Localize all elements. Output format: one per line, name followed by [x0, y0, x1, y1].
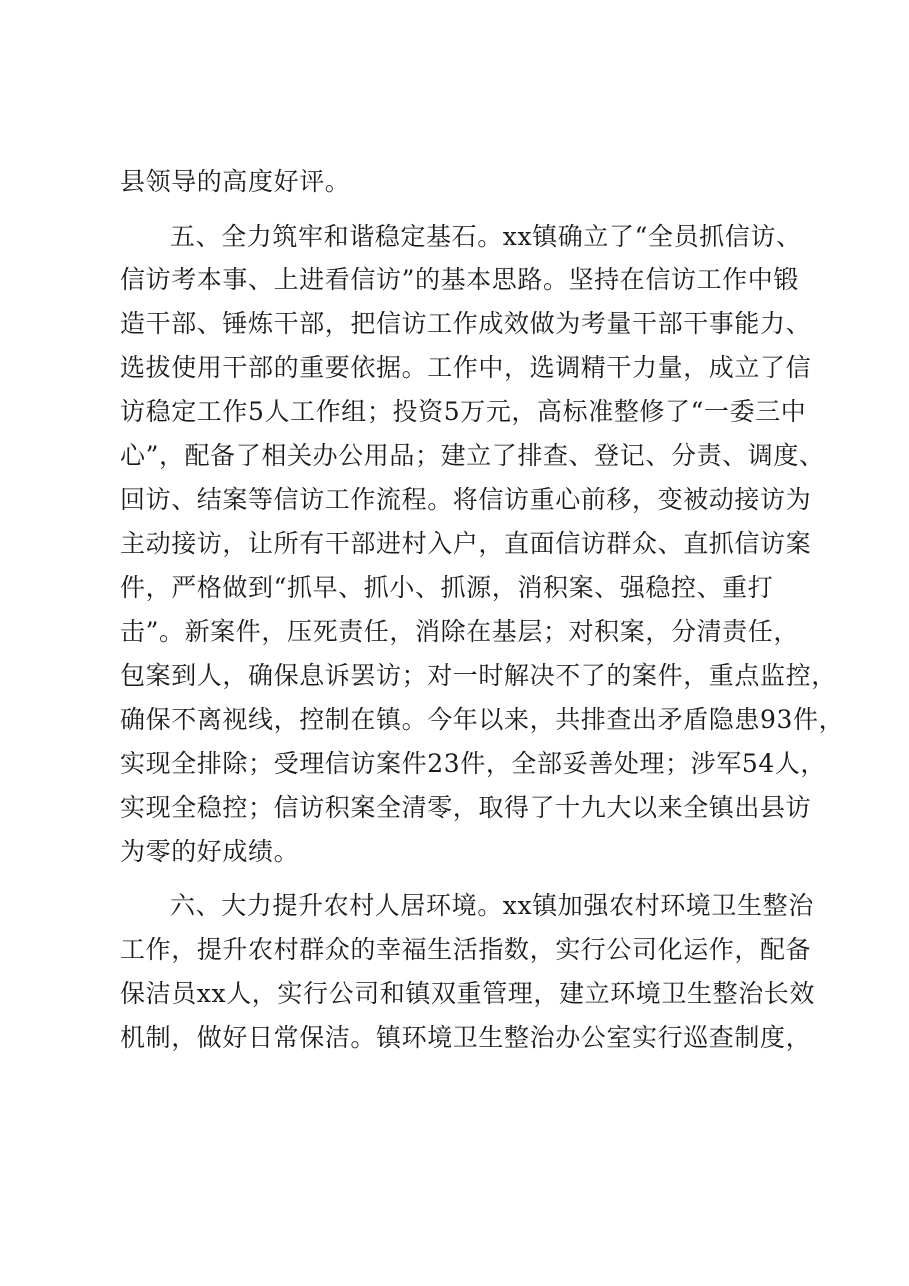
- text-line: 保洁员xx人，实行公司和镇双重管理，建立环境卫生整治长效: [120, 979, 816, 1008]
- paragraph-five-heading: 五、全力筑牢和谐稳定基石。xx镇确立了“全员抓信访、: [170, 222, 802, 251]
- text-line: 选拔使用干部的重要依据。工作中，选调精干力量，成立了信: [120, 353, 812, 382]
- text-line: 访稳定工作5人工作组；投资5万元，高标准整修了“一委三中: [120, 397, 807, 426]
- paragraph-six-heading: 六、大力提升农村人居环境。xx镇加强农村环境卫生整治: [170, 891, 814, 920]
- text-line: 心”，配备了相关办公用品；建立了排查、登记、分责、调度、: [120, 441, 825, 470]
- text-line: 击”。新案件，压死责任，消除在基层；对积案，分清责任，: [120, 617, 799, 646]
- text-line: 实现全稳控；信访积案全清零，取得了十九大以来全镇出县访: [120, 793, 812, 822]
- text-line: 件，严格做到“抓早、抓小、抓源，消积案、强稳控、重打: [120, 573, 774, 602]
- text-line: 造干部、锤炼干部，把信访工作成效做为考量干部干事能力、: [120, 309, 812, 338]
- text-line: 确保不离视线，控制在镇。今年以来，共排查出矛盾隐患93件，: [120, 705, 845, 734]
- text-line: 为零的好成绩。: [120, 837, 300, 866]
- text-line: 实现全排除；受理信访案件23件，全部妥善处理；涉军54人，: [120, 749, 827, 778]
- text-line: 回访、结案等信访工作流程。将信访重心前移，变被动接访为: [120, 485, 812, 514]
- text-line: 县领导的高度好评。: [120, 167, 351, 196]
- text-line: 主动接访，让所有干部进村入户，直面信访群众、直抓信访案: [120, 529, 812, 558]
- text-line: 工作，提升农村群众的幸福生活指数，实行公司化运作，配备: [120, 935, 812, 964]
- text-line: 信访考本事、上进看信访”的基本思路。坚持在信访工作中锻: [120, 265, 799, 294]
- text-line: 机制，做好日常保洁。镇环境卫生整治办公室实行巡查制度，: [120, 1023, 812, 1052]
- text-line: 包案到人，确保息诉罢访；对一时解决不了的案件，重点监控，: [120, 661, 837, 690]
